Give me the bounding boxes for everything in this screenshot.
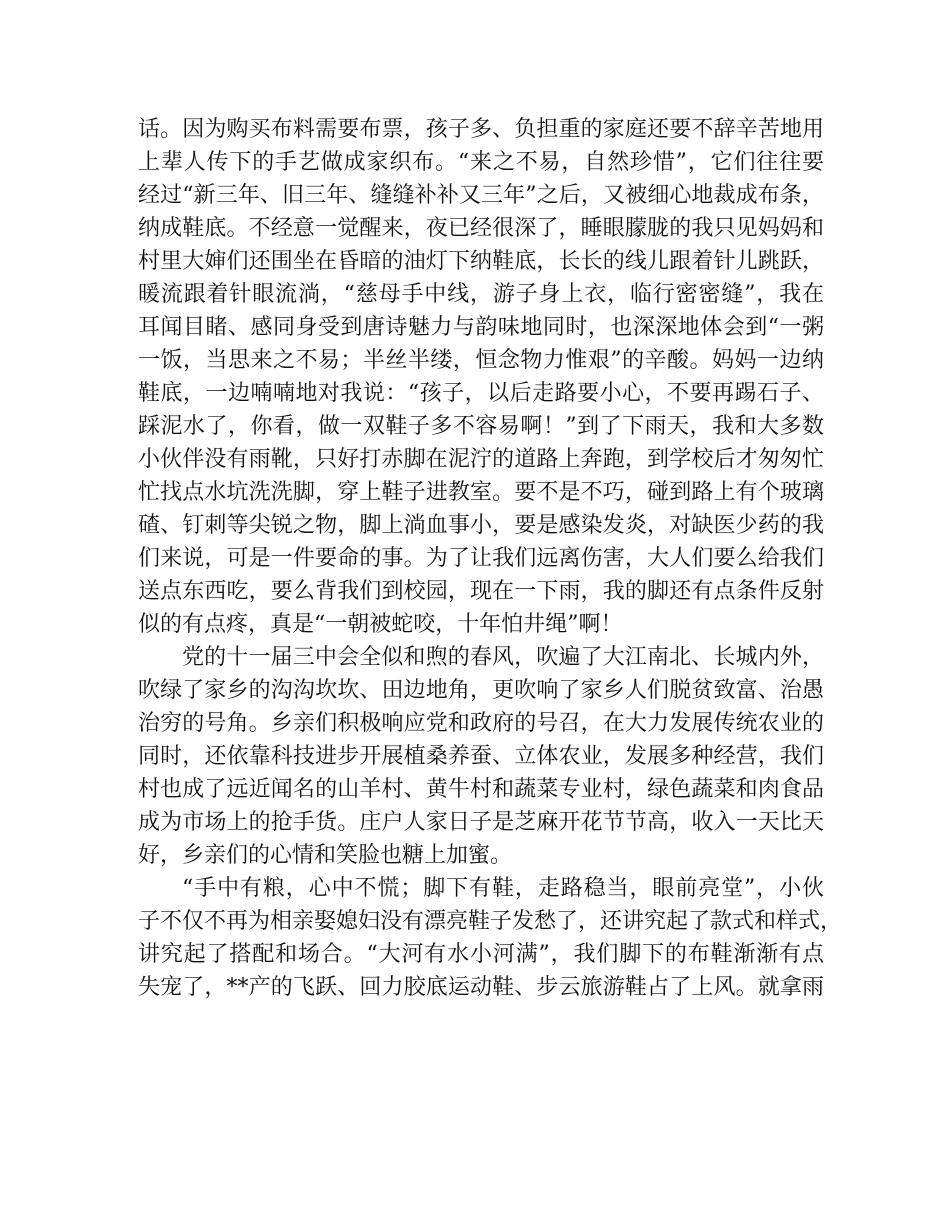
paragraph-first-line: 党的十一届三中会全似和煦的春风，吹遍了大江南北、长城内外， (182, 645, 824, 670)
paragraph-first-line: “手中有粮，心中不慌；脚下有鞋，走路稳当，眼前亮堂”，小伙 (182, 876, 824, 901)
text-line: 鞋底，一边喃喃地对我说：“孩子，以后走路要小心，不要再踢石子、 (138, 381, 824, 406)
text-line: 上辈人传下的手艺做成家织布。“来之不易，自然珍惜”，它们往往要 (138, 150, 824, 175)
text-line: 小伙伴没有雨靴，只好打赤脚在泥泞的道路上奔跑，到学校后才匆匆忙 (138, 447, 824, 472)
text-line: 成为市场上的抢手货。庄户人家日子是芝麻开花节节高，收入一天比天 (138, 810, 824, 835)
text-line: 吹绿了家乡的沟沟坎坎、田边地角，更吹响了家乡人们脱贫致富、治愚 (138, 678, 824, 703)
text-line: 子不仅不再为相亲娶媳妇没有漂亮鞋子发愁了，还讲究起了款式和样式， (138, 909, 843, 934)
text-line: 碴、钉刺等尖锐之物，脚上淌血事小，要是感染发炎，对缺医少药的我 (138, 513, 824, 538)
text-line: 治穷的号角。乡亲们积极响应党和政府的号召，在大力发展传统农业的 (138, 711, 824, 736)
text-line: 送点东西吃，要么背我们到校园，现在一下雨，我的脚还有点条件反射 (138, 579, 824, 604)
text-line: 暖流跟着针眼流淌，“慈母手中线，游子身上衣，临行密密缝”，我在 (138, 282, 824, 307)
text-line: 们来说，可是一件要命的事。为了让我们远离伤害，大人们要么给我们 (138, 546, 824, 571)
text-line: 踩泥水了，你看，做一双鞋子多不容易啊！”到了下雨天，我和大多数 (138, 414, 824, 439)
text-line: 同时，还依靠科技进步开展植桑养蚕、立体农业，发展多种经营，我们 (138, 744, 824, 769)
text-line: 一饭，当思来之不易；半丝半缕，恒念物力惟艰”的辛酸。妈妈一边纳 (138, 348, 824, 373)
text-line: 村也成了远近闻名的山羊村、黄牛村和蔬菜专业村，绿色蔬菜和肉食品 (138, 777, 824, 802)
text-line: 忙找点水坑洗洗脚，穿上鞋子进教室。要不是不巧，碰到路上有个玻璃 (138, 480, 824, 505)
text-line: 似的有点疼，真是“一朝被蛇咬，十年怕井绳”啊！ (138, 612, 623, 637)
text-line: 讲究起了搭配和场合。“大河有水小河满”，我们脚下的布鞋渐渐有点 (138, 942, 824, 967)
body-text (138, 113, 843, 1004)
text-line: 村里大婶们还围坐在昏暗的油灯下纳鞋底，长长的线儿跟着针儿跳跃， (138, 249, 824, 274)
text-line: 好，乡亲们的心情和笑脸也糖上加蜜。 (138, 843, 513, 868)
text-line: 经过“新三年、旧三年、缝缝补补又三年”之后，又被细心地裁成布条， (138, 183, 824, 208)
text-line: 纳成鞋底。不经意一觉醒来，夜已经很深了，睡眼朦胧的我只见妈妈和 (138, 216, 824, 241)
text-line: 耳闻目睹、感同身受到唐诗魅力与韵味地同时，也深深地体会到“一粥 (138, 315, 824, 340)
text-line: 话。因为购买布料需要布票，孩子多、负担重的家庭还要不辞辛苦地用 (138, 117, 824, 142)
text-line: 失宠了，**产的飞跃、回力胶底运动鞋、步云旅游鞋占了上风。就拿雨 (138, 975, 824, 1000)
